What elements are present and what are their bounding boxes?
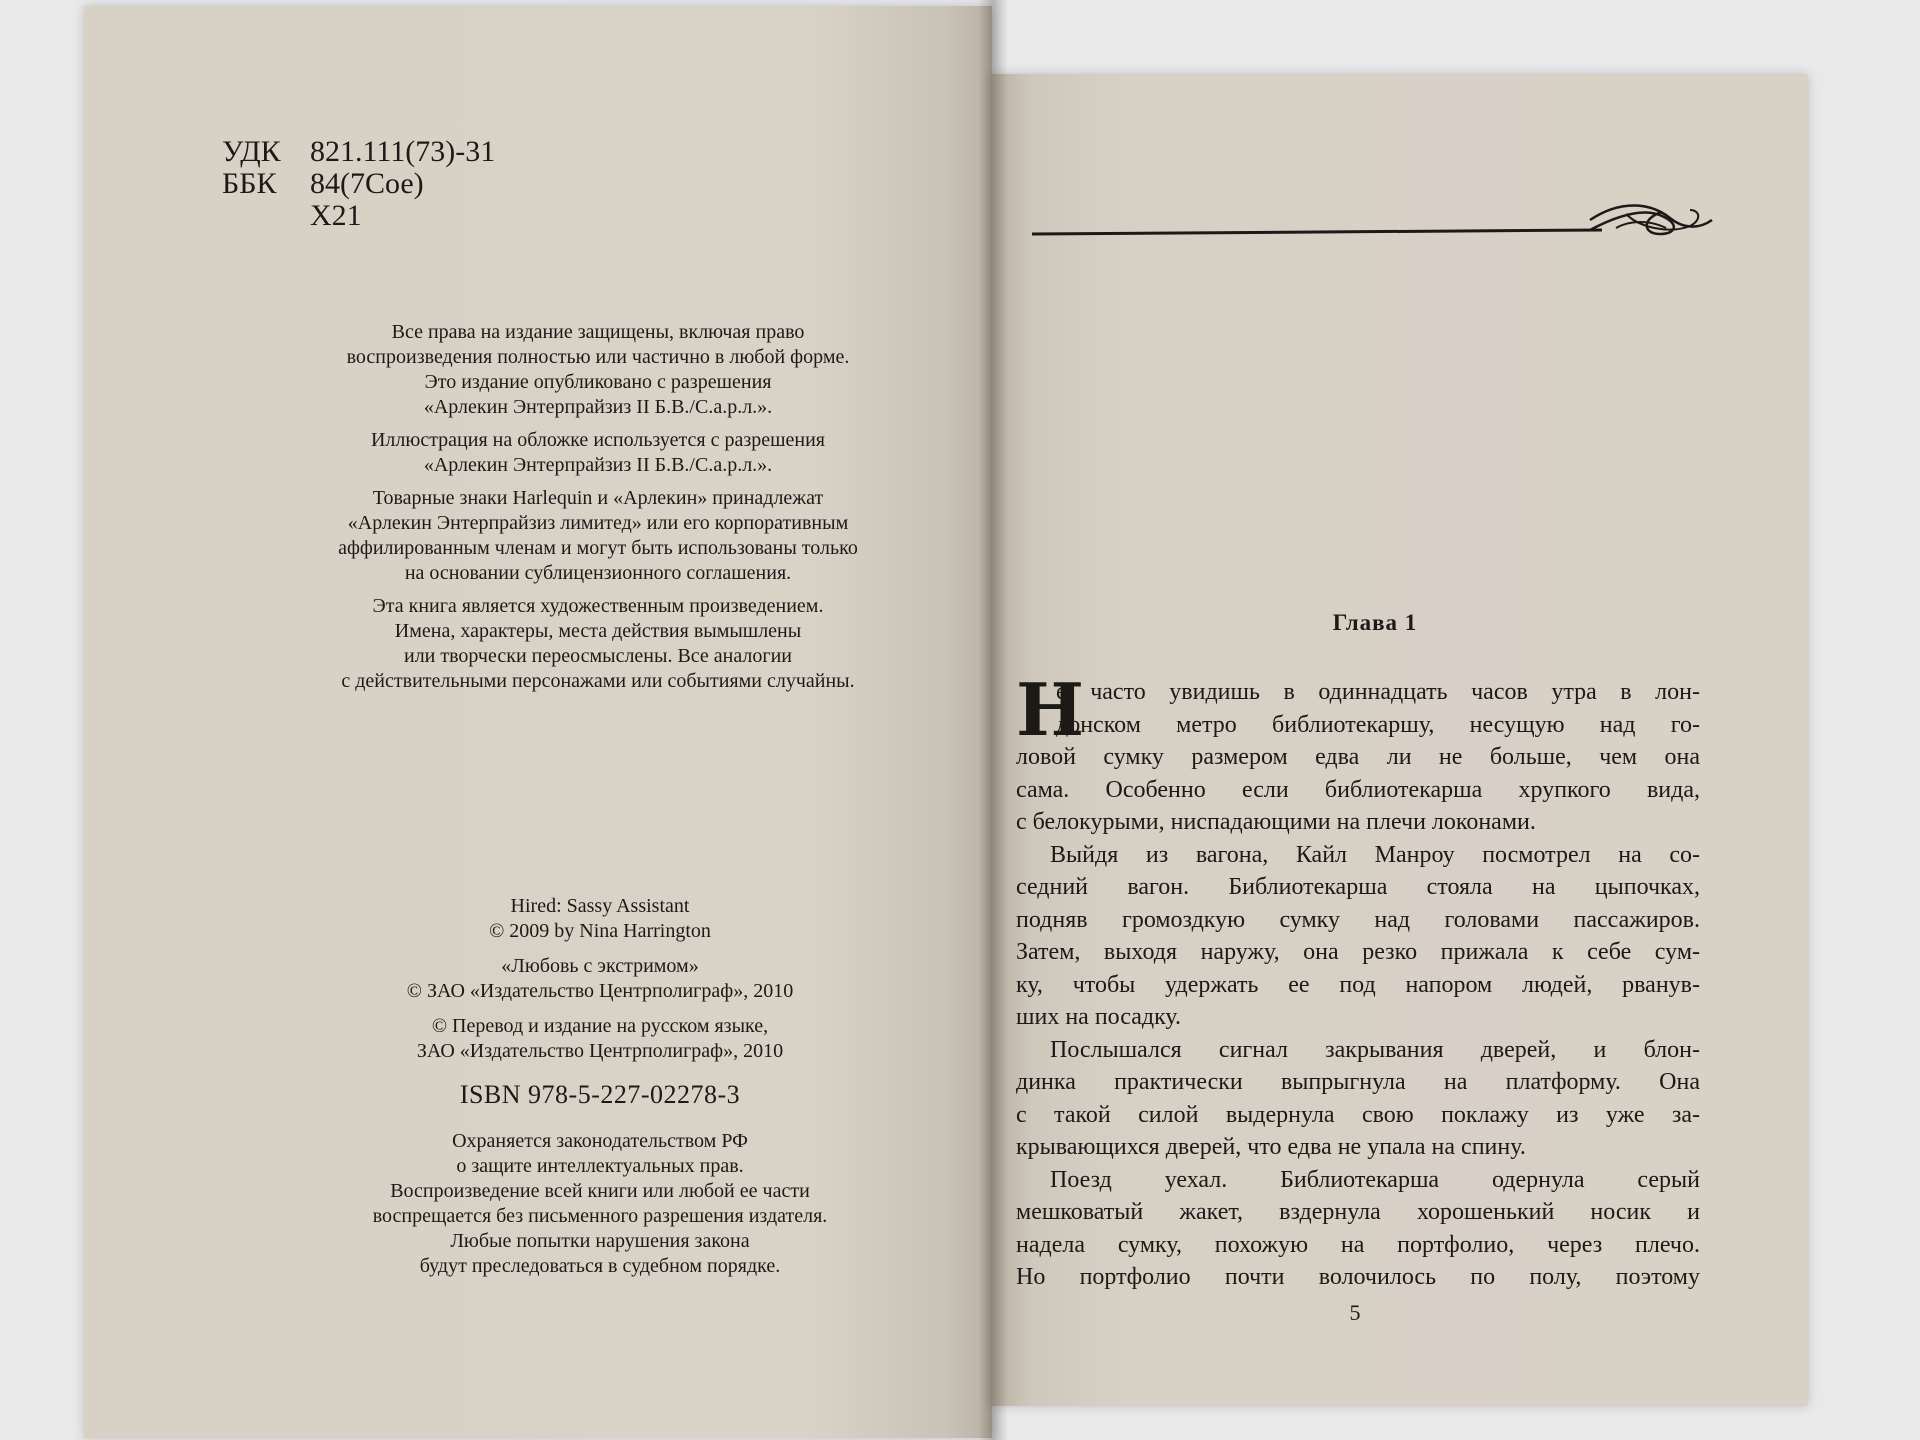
illustration-paragraph xyxy=(238,428,958,478)
text-line: воспрещается без письменного разрешения издателя. xyxy=(372,1205,828,1227)
text-line: «Арлекин Энтерпрайзиз II Б.В./С.а.р.л.». xyxy=(423,396,773,418)
text-line: Все права на издание защищены, включая право xyxy=(391,321,805,343)
bbk-label: ББК xyxy=(222,167,277,200)
text-line: Поезд уехал. Библиотекарша одернула серый xyxy=(1050,1166,1700,1193)
chapter-ornament xyxy=(1030,190,1720,244)
paragraph xyxy=(1016,667,1700,839)
text-line: с действительными персонажами или событиями случайны. xyxy=(341,670,855,692)
text-line: подняв громоздкую сумку над головами пассажиров. xyxy=(1016,906,1700,933)
colophon xyxy=(300,894,900,1289)
text-line: ловой сумку размером едва ли не больше, чем она xyxy=(1016,744,1700,770)
original-copyright: © 2009 by Nina Harrington xyxy=(489,920,711,942)
chapter-title: Глава 1 xyxy=(1332,610,1418,635)
classification-codes xyxy=(222,136,495,232)
text-line: ЗАО «Издательство Центрполиграф», 2010 xyxy=(416,1040,784,1062)
text-line: воспроизведения полностью или частично в любой форме. xyxy=(346,346,850,368)
text-line: сама. Особенно если библиотекарша хрупкого вида, xyxy=(1016,776,1700,803)
text-line: Но портфолио почти волочилось по полу, поэтому xyxy=(1016,1264,1700,1290)
paragraph xyxy=(1016,839,1700,1034)
text-line: динка практически выпрыгнула на платформу. Она xyxy=(1016,1069,1700,1095)
text-line: крывающихся дверей, что едва не упала на спину. xyxy=(1016,1134,1526,1160)
text-line: аффилированным членам и могут быть использованы только xyxy=(338,537,858,559)
text-line: Товарные знаки Harlequin и «Арлекин» принадлежат xyxy=(372,487,824,509)
translation-title-block xyxy=(300,954,900,1004)
publisher-copyright: © ЗАО «Издательство Центрполиграф», 2010 xyxy=(406,980,794,1002)
text-line: Воспроизведение всей книги или любой ее части xyxy=(390,1180,810,1202)
text-line: е часто увидишь в одиннадцать часов утра в лон- xyxy=(1056,679,1700,705)
original-edition xyxy=(300,894,900,944)
legal-notice xyxy=(300,1129,900,1279)
text-line: Иллюстрация на обложке используется с разрешения xyxy=(370,429,826,451)
text-line: «Арлекин Энтерпрайзиз лимитед» или его корпоративным xyxy=(347,512,849,534)
fiction-disclaimer-paragraph xyxy=(238,594,958,694)
text-line: Охраняется законодательством РФ xyxy=(452,1130,748,1152)
text-line: на основании сублицензионного соглашения. xyxy=(404,562,792,584)
text-line: ку, чтобы удержать ее под напором людей, рванув- xyxy=(1016,971,1700,998)
page-number: 5 xyxy=(1349,1300,1361,1325)
trademark-paragraph xyxy=(238,486,958,586)
paragraph xyxy=(1016,1034,1700,1164)
text-line: Выйдя из вагона, Кайл Манроу посмотрел на со- xyxy=(1050,841,1700,868)
text-line: или творчески переосмыслены. Все аналогии xyxy=(403,645,793,667)
text-line: надела сумку, похожую на портфолио, через плечо. xyxy=(1016,1231,1700,1258)
text-line: с белокурыми, ниспадающими на плечи локонами. xyxy=(1016,809,1536,835)
text-line: будут преследоваться в судебном порядке. xyxy=(419,1255,781,1277)
russian-title: «Любовь с экстримом» xyxy=(501,955,699,977)
udk-label: УДК xyxy=(222,135,281,168)
text-line: Это издание опубликовано с разрешения xyxy=(424,371,772,393)
paragraph xyxy=(1016,1164,1700,1294)
author-mark-label xyxy=(222,200,310,232)
text-line: Любые попытки нарушения закона xyxy=(450,1230,750,1252)
book-gutter xyxy=(978,0,1008,1440)
text-line: © Перевод и издание на русском языке, xyxy=(431,1015,769,1037)
chapter-body xyxy=(1016,667,1700,1294)
author-mark-value: Х21 xyxy=(310,199,362,232)
text-line: о защите интеллектуальных прав. xyxy=(456,1155,744,1177)
bbk-value: 84(7Сое) xyxy=(310,167,424,200)
text-line: с такой силой выдернула свою поклажу из уже за- xyxy=(1016,1101,1700,1128)
text-line: мешковатый жакет, вздернула хорошенький носик и xyxy=(1016,1199,1700,1225)
text-line: Эта книга является художественным произведением. xyxy=(372,595,824,617)
isbn: ISBN 978-5-227-02278-3 xyxy=(459,1080,741,1109)
rights-paragraph xyxy=(238,320,958,420)
text-line: Послышался сигнал закрывания дверей, и блон- xyxy=(1050,1036,1700,1063)
rights-notice xyxy=(238,320,958,702)
text-line: Имена, характеры, места действия вымышлены xyxy=(394,620,802,642)
translation-rights-block xyxy=(300,1014,900,1064)
text-line: Затем, выходя наружу, она резко прижала к себе сум- xyxy=(1016,939,1700,965)
text-line: «Арлекин Энтерпрайзиз II Б.В./С.а.р.л.». xyxy=(423,454,773,476)
original-title: Hired: Sassy Assistant xyxy=(510,895,690,917)
text-line: донском метро библиотекаршу, несущую над го- xyxy=(1056,711,1700,738)
drop-cap: Н xyxy=(1016,667,1085,752)
udk-value: 821.111(73)-31 xyxy=(310,135,496,168)
text-line: седний вагон. Библиотекарша стояла на цыпочках, xyxy=(1016,874,1700,900)
text-line: ших на посадку. xyxy=(1016,1004,1181,1030)
